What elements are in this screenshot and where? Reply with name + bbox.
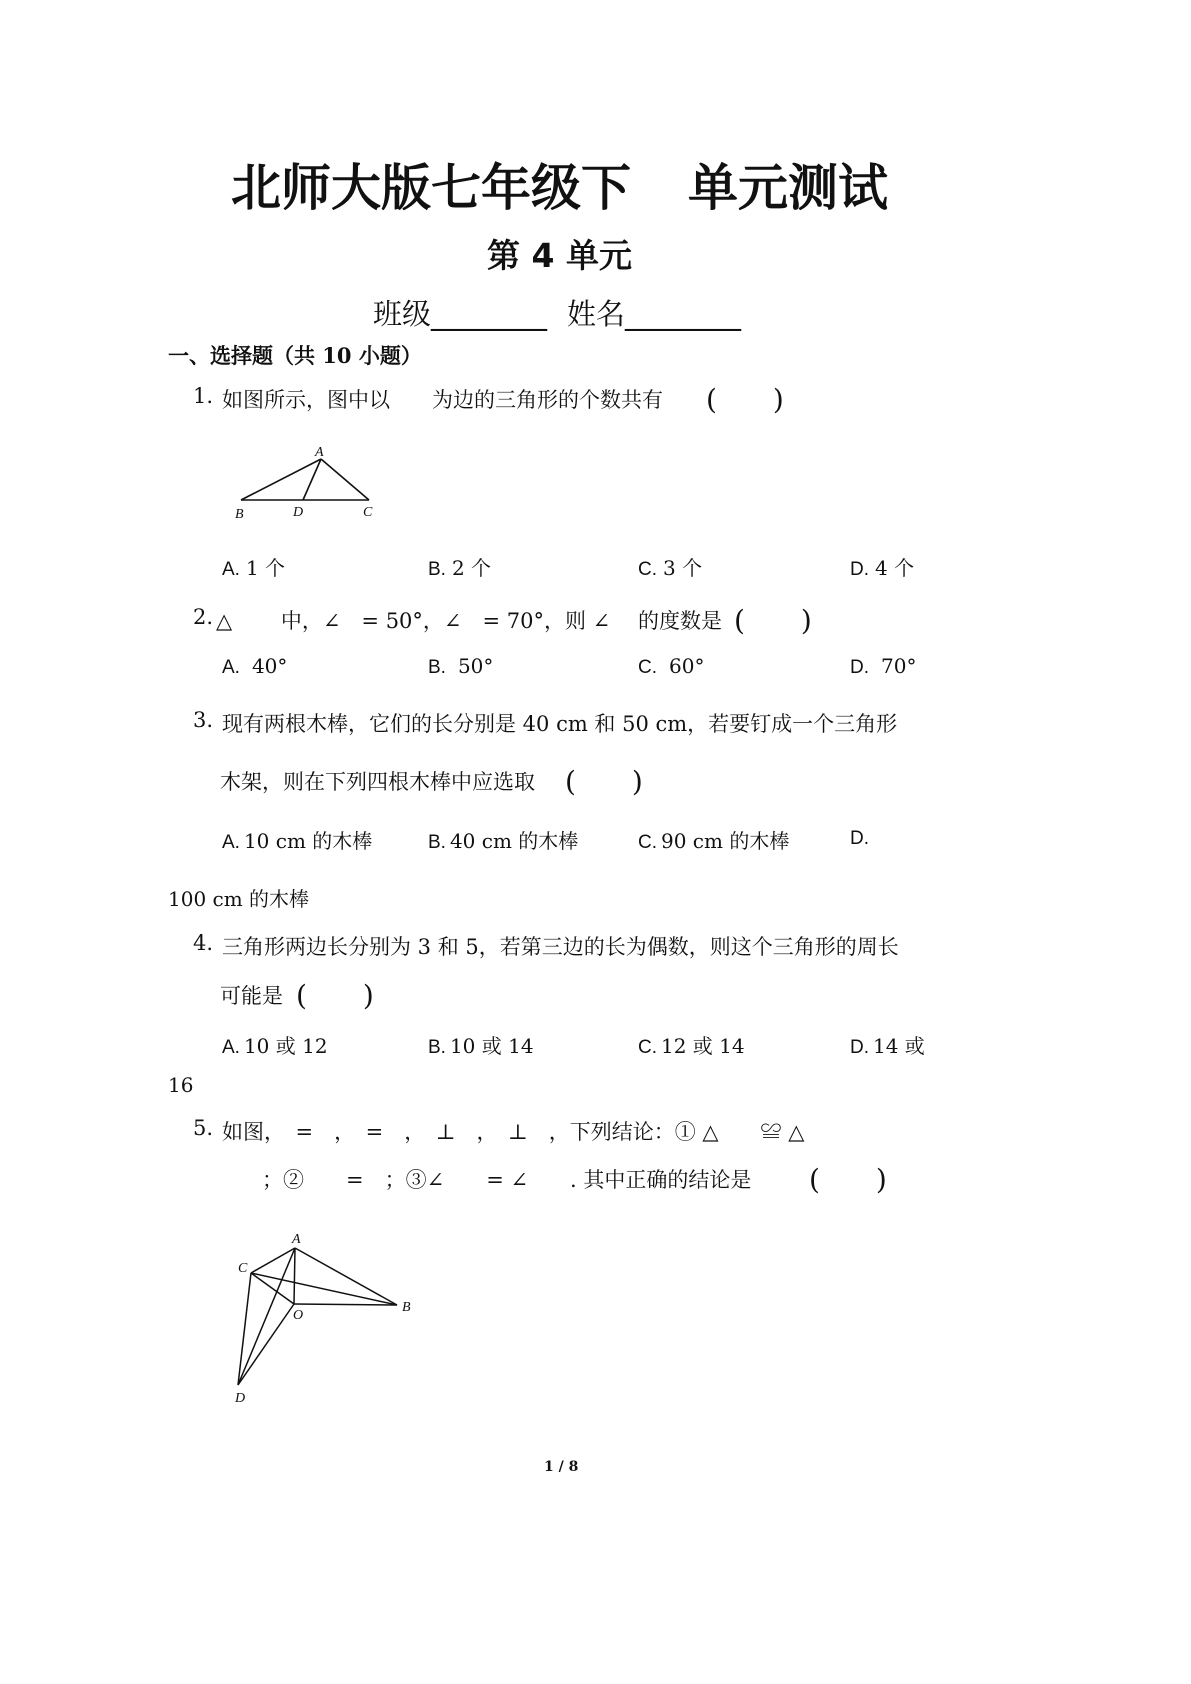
question-4-option-d[interactable] <box>850 1030 925 1059</box>
question-3-answer-blank[interactable]: ( ) <box>565 765 643 798</box>
option-text: 2 个 <box>451 556 492 580</box>
name-field[interactable]: 姓名________ <box>567 297 742 331</box>
option-text: 10 cm 的木棒 <box>243 829 373 853</box>
option-text: 70° <box>881 654 917 678</box>
question-4-text-line2: 可能是 <box>220 984 283 1008</box>
question-3-text-line1: 现有两根木棒，它们的长分别是 40 cm 和 50 cm，若要钉成一个三角形 <box>222 712 898 736</box>
option-letter: D. <box>850 828 869 849</box>
q1-point-c-label: C <box>363 505 373 520</box>
option-letter: A. <box>222 832 240 853</box>
question-3-option-d[interactable] <box>850 825 869 850</box>
question-3-option-c[interactable] <box>638 825 789 854</box>
question-3-option-b[interactable] <box>428 825 578 854</box>
question-3-text-line2: 木架，则在下列四根木棒中应选取 <box>220 770 535 794</box>
option-letter: A. <box>222 1037 240 1058</box>
q5-point-c-label: C <box>238 1261 248 1276</box>
unit-subtitle: 第 4 单元 <box>487 236 632 275</box>
question-1-option-d[interactable] <box>850 552 914 581</box>
option-letter: B. <box>428 1037 446 1058</box>
option-text: 12 或 14 <box>661 1034 745 1058</box>
question-5-answer-blank[interactable]: ( ) <box>809 1163 887 1196</box>
question-3-option-d-wrap: 100 cm 的木棒 <box>168 887 310 911</box>
question-1-option-c[interactable] <box>638 552 702 581</box>
option-text: 60° <box>669 654 705 678</box>
question-1-option-a[interactable] <box>222 552 285 581</box>
option-text: 1 个 <box>245 556 286 580</box>
option-letter: D. <box>850 559 869 580</box>
q5-point-b-label: B <box>402 1300 411 1315</box>
option-letter: A. <box>222 657 240 678</box>
question-5-number: 5. <box>193 1116 214 1140</box>
question-1-text: 如图所示，图中以 为边的三角形的个数共有 <box>222 388 663 412</box>
option-text: 90 cm 的木棒 <box>661 829 790 853</box>
question-2-option-c[interactable] <box>638 654 704 679</box>
question-2-option-b[interactable] <box>428 654 493 679</box>
option-letter: D. <box>850 1037 869 1058</box>
option-letter: C. <box>638 1037 657 1058</box>
option-text: 10 或 14 <box>449 1034 534 1058</box>
question-1-number: 1. <box>193 384 214 408</box>
class-field[interactable]: 班级________ <box>373 297 548 331</box>
question-1-answer-blank[interactable]: ( ) <box>706 383 784 416</box>
option-letter: C. <box>638 832 657 853</box>
document-title-right: 单元测试 <box>688 159 888 217</box>
question-3-number: 3. <box>193 708 214 732</box>
question-1-option-b[interactable] <box>428 552 491 581</box>
option-letter: B. <box>428 559 446 580</box>
option-letter: C. <box>638 559 657 580</box>
option-text: 4 个 <box>875 556 915 580</box>
question-4-text-line1: 三角形两边长分别为 3 和 5，若第三边的长为偶数，则这个三角形的周长 <box>222 935 899 959</box>
option-letter: B. <box>428 657 446 678</box>
question-3-option-a[interactable] <box>222 825 372 854</box>
q5-point-a-label: A <box>292 1232 301 1247</box>
question-5-text-line1: 如图， = ， = ， ⊥ ， ⊥ ，下列结论：① △ ≌ △ <box>222 1120 805 1144</box>
option-text: 40° <box>251 654 288 678</box>
option-text: 14 或 <box>873 1034 925 1058</box>
option-letter: B. <box>428 832 446 853</box>
option-text: 40 cm 的木棒 <box>449 829 579 853</box>
question-4-number: 4. <box>193 931 214 955</box>
option-letter: A. <box>222 559 240 580</box>
page-number: 1 / 8 <box>544 1459 579 1475</box>
option-text: 50° <box>457 654 494 678</box>
option-text: 10 或 12 <box>243 1034 328 1058</box>
question-4-option-b[interactable] <box>428 1030 534 1059</box>
question-5-text-line2: ；② = ；③∠ = ∠ . 其中正确的结论是 <box>262 1168 752 1192</box>
question-2-answer-blank[interactable]: ( ) <box>734 604 812 637</box>
q1-point-d-label: D <box>293 505 304 520</box>
question-4-option-d-wrap: 16 <box>168 1073 194 1097</box>
option-text: 3 个 <box>663 556 703 580</box>
question-2-option-d[interactable] <box>850 654 916 679</box>
option-letter: C. <box>638 657 657 678</box>
q5-point-d-label: D <box>235 1391 246 1406</box>
section-heading: 一、选择题（共 10 小题） <box>168 343 422 368</box>
q5-point-o-label: O <box>293 1308 304 1323</box>
question-4-option-a[interactable] <box>222 1030 328 1059</box>
question-4-option-c[interactable] <box>638 1030 745 1059</box>
question-2-text: △ 中，∠ = 50°，∠ = 70°，则 ∠ 的度数是 <box>216 609 722 633</box>
q1-point-a-label: A <box>315 445 324 460</box>
q1-point-b-label: B <box>235 507 244 522</box>
question-1-triangle-figure <box>225 440 395 525</box>
question-2-number: 2. <box>193 605 214 629</box>
option-letter: D. <box>850 657 869 678</box>
question-5-geometry-figure <box>225 1225 425 1410</box>
question-2-option-a[interactable] <box>222 654 287 679</box>
question-4-answer-blank[interactable]: ( ) <box>296 979 374 1012</box>
document-title-left: 北师大版七年级下 <box>231 159 631 217</box>
